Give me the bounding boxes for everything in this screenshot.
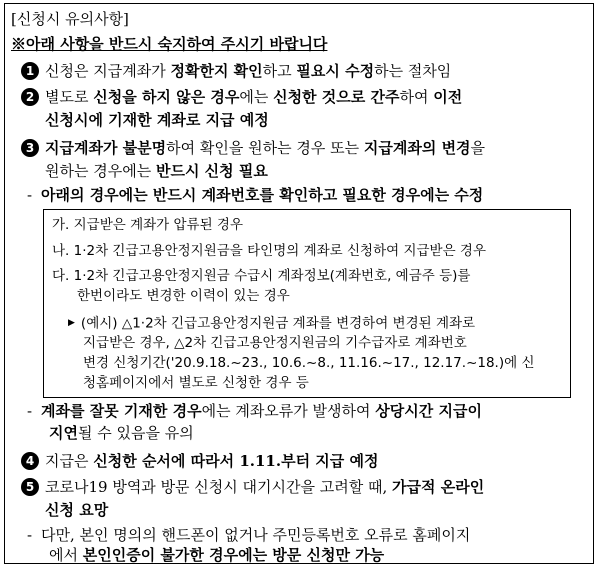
text-run: 상당시간 지급이 — [375, 402, 482, 420]
text-run: 코로나19 방역과 방문 신청시 대기시간을 고려할 때, — [45, 478, 393, 496]
example-box — [43, 209, 571, 398]
number-badge-icon: 2 — [21, 88, 39, 106]
box-item-da-cont: 한번이라도 변경한 이력이 있는 경우 — [77, 288, 290, 304]
text-run: 에서 — [49, 546, 83, 564]
example-line-4: 청홈페이지에서 별도로 신청한 경우 등 — [83, 375, 309, 391]
item-1 — [21, 62, 451, 80]
box-item-ga: 가. 지급받은 계좌가 압류된 경우 — [52, 217, 243, 233]
item-4 — [21, 452, 378, 470]
text-run: 신청시에 기재한 계좌로 지급 예정 — [45, 111, 269, 129]
text-run: 신청한 것으로 간주 — [273, 88, 400, 106]
item-3-cont — [45, 162, 268, 180]
text-run: 이전 — [433, 88, 463, 106]
item-3-text — [45, 139, 485, 157]
text-run: 하고 — [262, 62, 297, 80]
sub-note: - 아래의 경우에는 반드시 계좌번호를 확인하고 필요한 경우에는 수정 — [27, 186, 484, 204]
text-run: 하여 — [399, 88, 434, 106]
example-line-2: 지급받은 경우, △2차 긴급고용안정지원금의 기수급자로 계좌번호 — [83, 335, 467, 351]
sub-note-text: 아래의 경우에는 반드시 계좌번호를 확인하고 필요한 경우에는 수정 — [41, 186, 484, 204]
text-run: 지급계좌가 불분명 — [45, 139, 167, 157]
text-run: 정확한지 확인 — [170, 62, 263, 80]
item-4-text — [45, 452, 378, 470]
example-line-1: ▶ (예시) △1·2차 긴급고용안정지원금 계좌를 변경하여 변경된 계좌로 — [68, 315, 476, 332]
item-2 — [21, 88, 462, 106]
text-run: 가급적 온라인 — [392, 478, 485, 496]
note-wrong-account: - 계좌를 잘못 기재한 경우에는 계좌오류가 발생하여 상당시간 지급이 — [27, 402, 482, 420]
number-badge-icon: 3 — [21, 139, 39, 157]
text-run: 별도로 — [45, 88, 94, 106]
text-run: 원하는 경우에는 — [45, 162, 156, 180]
number-badge-icon: 4 — [21, 452, 39, 470]
example-line-3: 변경 신청기간('20.9.18.~23., 10.6.~8., 11.16.~17., 12.17.~18.)에 신 — [83, 355, 535, 371]
text-run: 에는 계좌오류가 발생하여 — [201, 402, 376, 420]
item-5-cont — [45, 501, 108, 519]
header-title: [신청시 유의사항] — [11, 10, 129, 28]
text-run: 지급계좌의 변경 — [363, 139, 471, 157]
text-run: 신청을 하지 않은 경우 — [93, 88, 240, 106]
text-run: 신청 요망 — [45, 501, 109, 519]
note-wrong-account-cont — [49, 424, 194, 442]
number-badge-icon: 5 — [21, 478, 39, 496]
text-run: 지급은 — [45, 452, 94, 470]
text-run: 에는 — [239, 88, 274, 106]
box-item-na: 나. 1·2차 긴급고용안정지원금을 타인명의 계좌로 신청하여 지급받은 경우 — [52, 243, 486, 259]
item-3 — [21, 139, 485, 157]
text-run: 을 — [470, 139, 486, 157]
item-5 — [21, 478, 484, 496]
text-run: 다만, 본인 명의의 핸드폰이 없거나 주민등록번호 오류로 홈페이지 — [41, 526, 471, 544]
text-run: 필요시 수정 — [296, 62, 375, 80]
text-run: 될 수 있음을 유의 — [77, 424, 194, 442]
item-2-cont — [45, 111, 269, 129]
notice-line — [11, 35, 327, 53]
item-5-text — [45, 478, 484, 496]
text-run: 계좌를 잘못 기재한 경우 — [41, 402, 202, 420]
text-run: 반드시 신청 필요 — [155, 162, 268, 180]
number-badge-icon: 1 — [21, 62, 39, 80]
text-run: 지연 — [49, 424, 78, 442]
text-run: 하는 절차임 — [374, 62, 452, 80]
item-1-text — [45, 62, 451, 80]
text-run: 하여 확인을 원하는 경우 또는 — [166, 139, 364, 157]
text-run: 신청은 지급계좌가 — [45, 62, 171, 80]
text-run: 신청한 순서에 따라서 1.11.부터 지급 예정 — [93, 452, 379, 470]
note-visit-cont — [49, 546, 384, 564]
notice-box — [4, 3, 594, 564]
note-visit: - 다만, 본인 명의의 핸드폰이 없거나 주민등록번호 오류로 홈페이지 — [27, 526, 471, 544]
text-run: 본인인증이 불가한 경우에는 방문 신청만 가능 — [82, 546, 385, 564]
box-item-da: 다. 1·2차 긴급고용안정지원금 수급시 계좌정보(계좌번호, 예금주 등)를 — [52, 268, 471, 284]
triangle-bullet-icon: ▶ — [68, 318, 75, 328]
notice-text: ※아래 사항을 반드시 숙지하여 주시기 바랍니다 — [11, 35, 328, 53]
item-2-text — [45, 88, 462, 106]
